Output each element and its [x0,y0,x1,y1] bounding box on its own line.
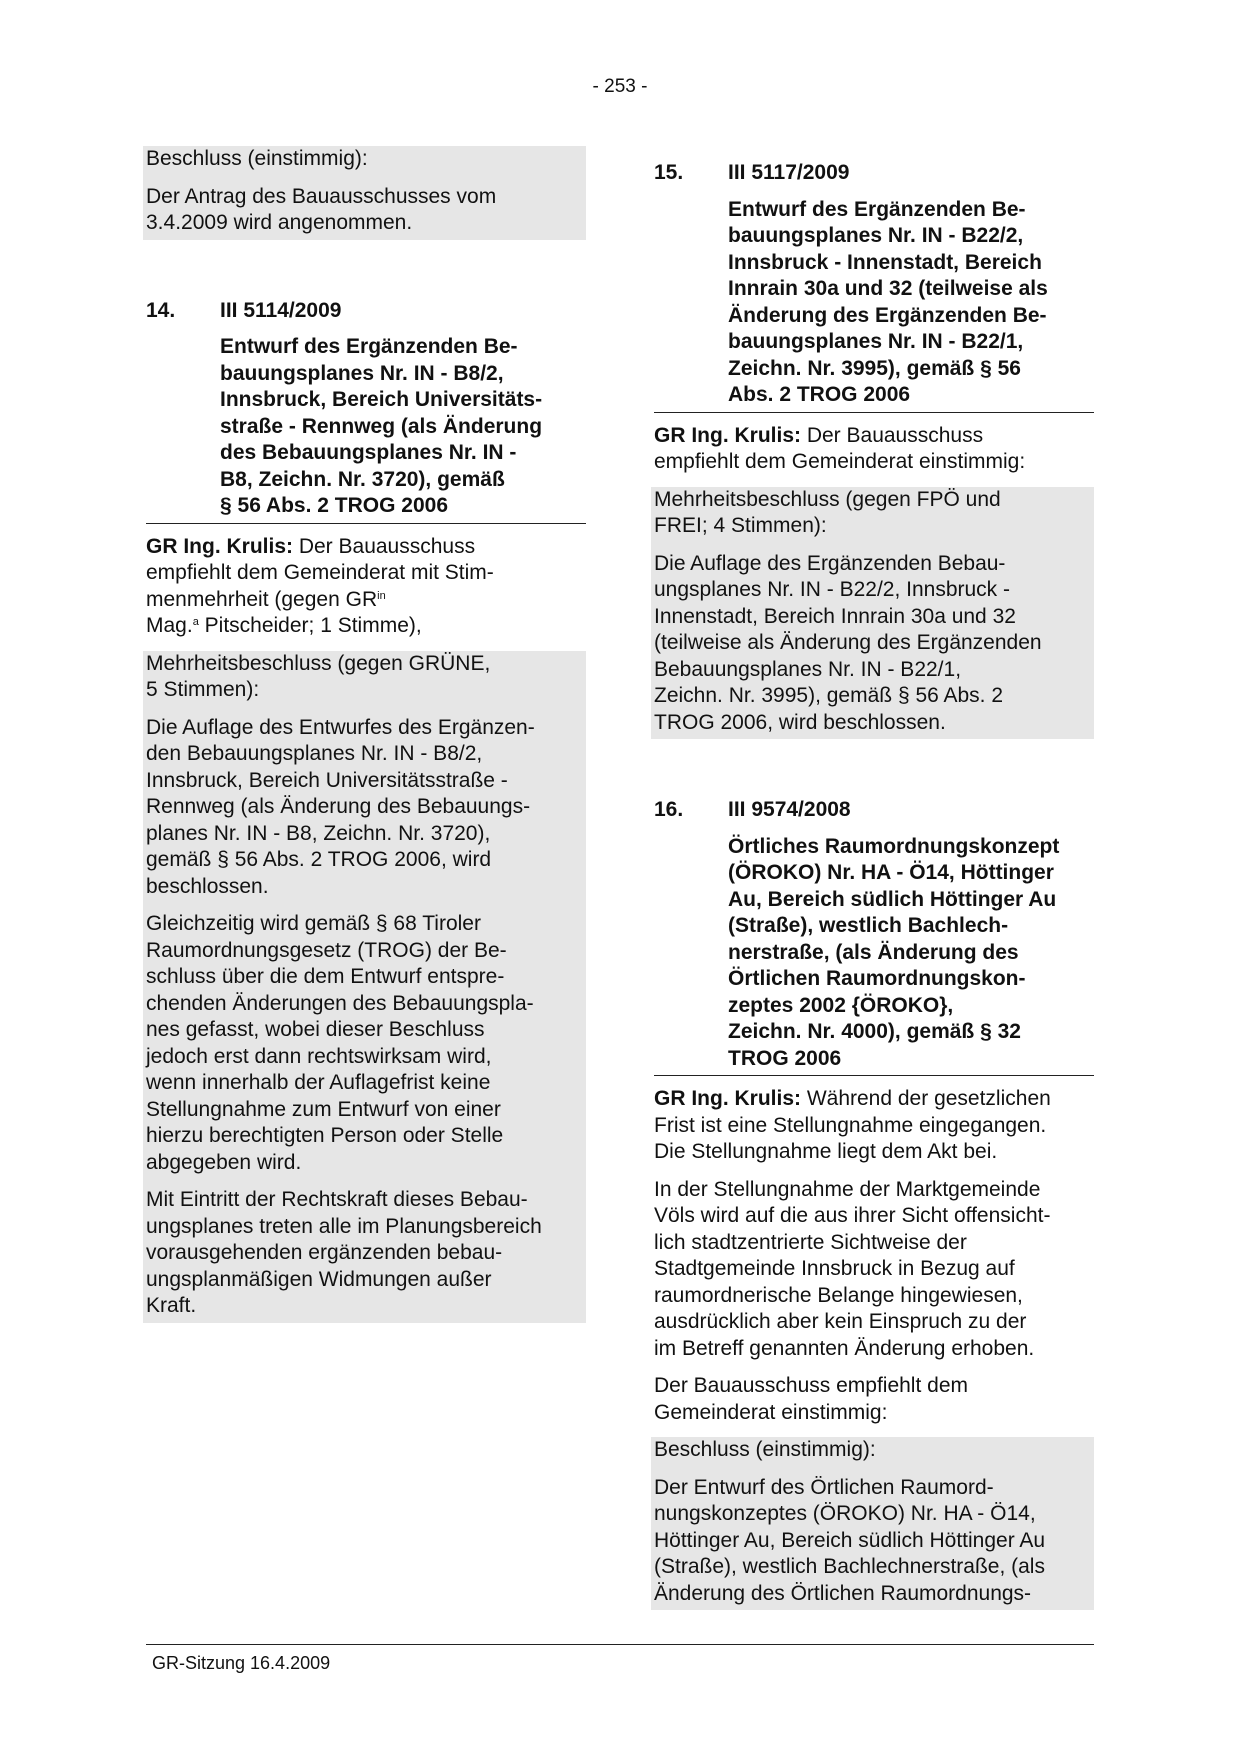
line: Höttinger Au, Bereich südlich Höttinger Au [654,1528,1046,1552]
speaker-statement [654,423,1094,476]
title-line: TROG 2006 [728,1046,842,1070]
decision-block [651,1437,1094,1610]
line: 3.4.2009 wird angenommen. [146,211,413,234]
line: ungsplanes Nr. IN - B22/2, Innsbruck - [654,578,1011,601]
line: TROG 2006, wird beschlossen. [654,710,946,734]
left-column [146,146,586,1323]
superscript: in [377,589,386,602]
decision-label [146,651,583,704]
line: Kraft. [146,1294,197,1317]
title-line: Entwurf des Ergänzenden Be- [220,335,518,358]
title-line: Innrain 30a und 32 (teilweise als [728,277,1048,300]
line: Die Auflage des Entwurfes des Ergänzen- [146,715,535,739]
line: nes gefasst, wobei dieser Beschluss [146,1018,485,1041]
line: empfiehlt dem Gemeinderat einstimmig: [654,450,1026,473]
item-title [654,834,1094,1077]
line: Mag. [146,614,193,637]
line: Während der gesetzlichen [801,1087,1051,1110]
line: ungsplanes treten alle im Planungsbereich [146,1214,542,1238]
decision-label: Beschluss (einstimmig): [146,147,368,170]
line: den Bebauungsplanes Nr. IN - B8/2, [146,742,483,765]
title-line: Innsbruck, Bereich Universitäts- [220,388,543,411]
page-number: - 253 - [592,76,648,97]
line: Rennweg (als Änderung des Bebauungs- [146,795,531,818]
decision-paragraph [146,1187,583,1320]
line: schluss über die dem Entwurf entspre- [146,965,505,988]
line: In der Stellungnahme der Marktgemeinde [654,1177,1041,1201]
decision-paragraph [654,1475,1091,1608]
line: Zeichn. Nr. 3995), gemäß § 56 Abs. 2 [654,684,1004,707]
line: Mehrheitsbeschluss (gegen GRÜNE, [146,651,491,675]
title-line: Örtlichen Raumordnungskon- [728,967,1026,990]
line: Gemeinderat einstimmig: [654,1400,888,1424]
line: Gleichzeitig wird gemäß § 68 Tiroler [146,912,481,935]
line: Stellungnahme zum Entwurf von einer [146,1097,501,1121]
item-number: 16. [654,798,684,821]
decision-paragraph [146,911,583,1176]
superscript: a [192,616,199,628]
item-title [146,334,586,524]
decision-label: Beschluss (einstimmig): [654,1438,876,1461]
title-line: Zeichn. Nr. 4000), gemäß § 32 [728,1020,1021,1043]
line: Der Entwurf des Örtlichen Raumord- [654,1475,994,1499]
line: Der Bauausschuss [293,534,476,558]
title-line: Änderung des Ergänzenden Be- [728,303,1047,327]
line: Der Bauausschuss empfiehlt dem [654,1374,968,1397]
line: lich stadtzentrierte Sichtweise der [654,1230,967,1254]
speaker-statement [146,534,586,640]
line: Mit Eintritt der Rechtskraft dieses Bebau- [146,1188,528,1211]
line: Frist ist eine Stellungnahme eingegangen. [654,1113,1047,1137]
speaker-statement [654,1086,1094,1166]
decision-label [654,487,1091,540]
footer-divider [146,1644,1094,1645]
statement-paragraph [654,1177,1094,1363]
title-line: Örtliches Raumordnungskonzept [728,834,1060,858]
item-title [654,197,1094,413]
line: ausdrücklich aber kein Einspruch zu der [654,1310,1027,1333]
line: jedoch erst dann rechtswirksam wird, [146,1044,492,1068]
title-line: (ÖROKO) Nr. HA - Ö14, Höttinger [728,861,1054,884]
line: 5 Stimmen): [146,678,260,701]
line: empfiehlt dem Gemeinderat mit Stim- [146,561,494,584]
speaker-name: GR Ing. Krulis: [654,1087,801,1110]
line: Innenstadt, Bereich Innrain 30a und 32 [654,604,1016,628]
title-line: straße - Rennweg (als Änderung [220,414,543,438]
title-line: bauungsplanes Nr. IN - B8/2, [220,361,504,385]
title-line: zeptes 2002 {ÖROKO}, [728,993,954,1017]
line: hierzu berechtigten Person oder Stelle [146,1124,504,1147]
title-line: bauungsplanes Nr. IN - B22/1, [728,330,1024,353]
right-column [654,146,1094,1610]
decision-block-top [143,146,586,240]
title-line: Au, Bereich südlich Höttinger Au [728,887,1057,911]
line: FREI; 4 Stimmen): [654,514,827,537]
line: beschlossen. [146,874,269,898]
decision-block [651,487,1094,740]
footer-session-date: GR-Sitzung 16.4.2009 [152,1653,331,1673]
item-reference: III 5114/2009 [220,298,342,322]
line: planes Nr. IN - B8, Zeichn. Nr. 3720), [146,821,491,845]
line: nungskonzeptes (ÖROKO) Nr. HA - Ö14, [654,1502,1036,1525]
decision-text [146,184,583,237]
title-line: Zeichn. Nr. 3995), gemäß § 56 [728,356,1021,380]
title-line: § 56 Abs. 2 TROG 2006 [220,494,448,517]
item-number: 14. [146,298,176,322]
line: Völs wird auf die aus ihrer Sicht offensicht- [654,1204,1051,1227]
line: Änderung des Örtlichen Raumordnungs- [654,1581,1032,1605]
line: (teilweise als Änderung des Ergänzenden [654,631,1042,654]
line: Der Bauausschuss [801,423,984,447]
item-number: 15. [654,161,684,184]
line: im Betreff genannten Änderung erhoben. [654,1336,1035,1360]
decision-paragraph [146,715,583,901]
title-line: nerstraße, (als Änderung des [728,940,1019,964]
line: Mehrheitsbeschluss (gegen FPÖ und [654,487,1001,511]
recommendation-paragraph [654,1373,1094,1426]
line: wenn innerhalb der Auflagefrist keine [146,1071,491,1094]
title-line: (Straße), westlich Bachlech- [728,914,1009,937]
item-reference: III 9574/2008 [728,798,851,821]
speaker-name: GR Ing. Krulis: [146,534,293,558]
line: chenden Änderungen des Bebauungspla- [146,991,534,1015]
line: ungsplanmäßigen Widmungen außer [146,1267,492,1291]
title-line: Entwurf des Ergänzenden Be- [728,197,1026,221]
decision-block [143,651,586,1323]
agenda-item-16 [654,797,1094,1610]
line: Die Auflage des Ergänzenden Bebau- [654,551,1006,575]
agenda-item-14 [146,298,586,1323]
line: gemäß § 56 Abs. 2 TROG 2006, wird [146,848,492,871]
title-line: Abs. 2 TROG 2006 [728,383,911,406]
line: Bebauungsplanes Nr. IN - B22/1, [654,657,962,681]
line: vorausgehenden ergänzenden bebau- [146,1241,503,1264]
title-line: Innsbruck - Innenstadt, Bereich [728,250,1042,274]
speaker-name: GR Ing. Krulis: [654,423,801,447]
title-line: des Bebauungsplanes Nr. IN - [220,441,517,464]
title-line: B8, Zeichn. Nr. 3720), gemäß [220,467,505,491]
line: Die Stellungnahme liegt dem Akt bei. [654,1140,998,1163]
line: abgegeben wird. [146,1150,302,1174]
line: raumordnerische Belange hingewiesen, [654,1283,1023,1307]
line: (Straße), westlich Bachlechnerstraße, (als [654,1555,1045,1578]
agenda-item-15 [654,160,1094,739]
line: menmehrheit (gegen GR [146,587,378,611]
line: Pitscheider; 1 Stimme), [198,614,422,637]
line: Der Antrag des Bauausschusses vom [146,184,497,208]
line: Innsbruck, Bereich Universitätsstraße - [146,768,508,792]
decision-paragraph [654,551,1091,737]
item-reference: III 5117/2009 [728,161,850,184]
line: Stadtgemeinde Innsbruck in Bezug auf [654,1257,1015,1280]
title-line: bauungsplanes Nr. IN - B22/2, [728,224,1024,247]
line: Raumordnungsgesetz (TROG) der Be- [146,938,507,962]
